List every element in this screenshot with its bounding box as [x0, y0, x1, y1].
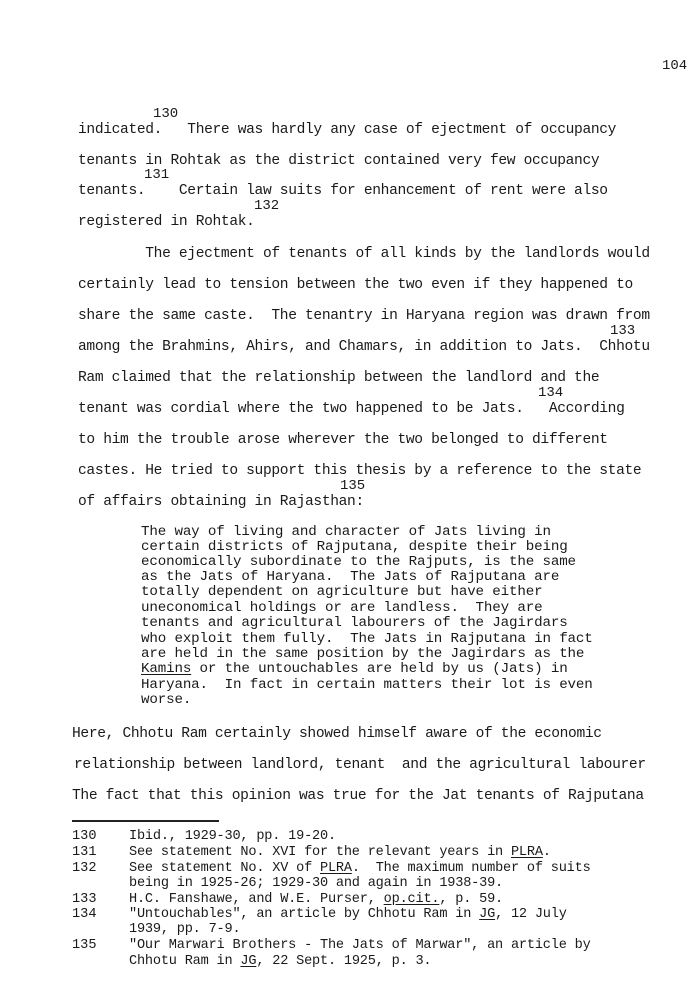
body-line: The ejectment of tenants of all kinds by the landlords would	[78, 246, 650, 262]
quote-line: The way of living and character of Jats living in	[141, 524, 551, 540]
body-line: relationship between landlord, tenant and the agricultural labourer	[74, 757, 646, 773]
quote-line: totally dependent on agriculture but have either	[141, 584, 543, 600]
quote-line: are held in the same position by the Jagirdars as the	[141, 646, 585, 662]
footnote-text: See statement No. XVI for the relevant years in PLRA.	[129, 845, 551, 860]
body-line: of affairs obtaining in Rajasthan:	[78, 494, 364, 510]
body-line: to him the trouble arose wherever the two belonged to different	[78, 432, 608, 448]
footnote-text: Chhotu Ram in JG, 22 Sept. 1925, p. 3.	[129, 954, 432, 969]
footnote-number: 133	[72, 892, 97, 907]
footnote-number: 135	[72, 938, 97, 953]
footnote-number: 132	[72, 861, 97, 876]
footnote-text: being in 1925-26; 1929-30 and again in 1938-39.	[129, 876, 504, 891]
body-line: indicated. There was hardly any case of ejectment of occupancy	[78, 122, 617, 138]
footnote-ref-135: 135	[340, 478, 366, 494]
quote-line: who exploit them fully. The Jats in Rajputana in fact	[141, 631, 593, 647]
underlined-term: Kamins	[141, 661, 192, 677]
body-line: tenant was cordial where the two happened to be Jats. According	[78, 401, 625, 417]
body-line: tenants. Certain law suits for enhancement of rent were also	[78, 183, 608, 199]
footnote-ref-134: 134	[538, 385, 564, 401]
body-line: tenants in Rohtak as the district contained very few occupancy	[78, 153, 600, 169]
footnote-number: 130	[72, 829, 97, 844]
footnote-number: 134	[72, 907, 97, 922]
quote-line: economically subordinate to the Rajputs, is the same	[141, 554, 576, 570]
quote-line: Haryana. In fact in certain matters their lot is even	[141, 677, 593, 693]
body-line: registered in Rohtak.	[78, 214, 255, 230]
page-number: 104	[662, 58, 688, 74]
footnote-number: 131	[72, 845, 97, 860]
body-line: castes. He tried to support this thesis by a reference to the state	[78, 463, 642, 479]
quote-line: certain districts of Rajputana, despite their being	[141, 539, 568, 555]
footnote-ref-130: 130	[153, 106, 179, 122]
footnote-ref-133: 133	[610, 323, 636, 339]
footnote-text: Ibid., 1929-30, pp. 19-20.	[129, 829, 336, 844]
body-line: share the same caste. The tenantry in Haryana region was drawn from	[78, 308, 650, 324]
footnote-text: See statement No. XV of PLRA. The maximum number of suits	[129, 861, 591, 876]
quote-line: as the Jats of Haryana. The Jats of Rajputana are	[141, 569, 560, 585]
body-line: Here, Chhotu Ram certainly showed himself aware of the economic	[72, 726, 602, 742]
footnote-text: H.C. Fanshawe, and W.E. Purser, op.cit., p. 59.	[129, 892, 504, 907]
footnote-ref-132: 132	[254, 198, 280, 214]
body-line: Ram claimed that the relationship between the landlord and the	[78, 370, 600, 386]
footnote-ref-131: 131	[144, 167, 170, 183]
body-line: The fact that this opinion was true for the Jat tenants of Rajputana	[72, 788, 644, 804]
body-line: certainly lead to tension between the two even if they happened to	[78, 277, 633, 293]
footnote-text: "Our Marwari Brothers - The Jats of Marwar", an article by	[129, 938, 591, 953]
quote-line: tenants and agricultural labourers of the Jagirdars	[141, 615, 568, 631]
quote-line: Kamins or the untouchables are held by us (Jats) in	[141, 661, 568, 677]
footnote-text: 1939, pp. 7-9.	[129, 922, 241, 937]
footnote-text: "Untouchables", an article by Chhotu Ram in JG, 12 July	[129, 907, 567, 922]
quote-line: worse.	[141, 692, 192, 708]
body-line: among the Brahmins, Ahirs, and Chamars, in addition to Jats. Chhotu	[78, 339, 650, 355]
quote-line: uneconomical holdings or are landless. They are	[141, 600, 543, 616]
footnote-separator	[72, 820, 219, 822]
